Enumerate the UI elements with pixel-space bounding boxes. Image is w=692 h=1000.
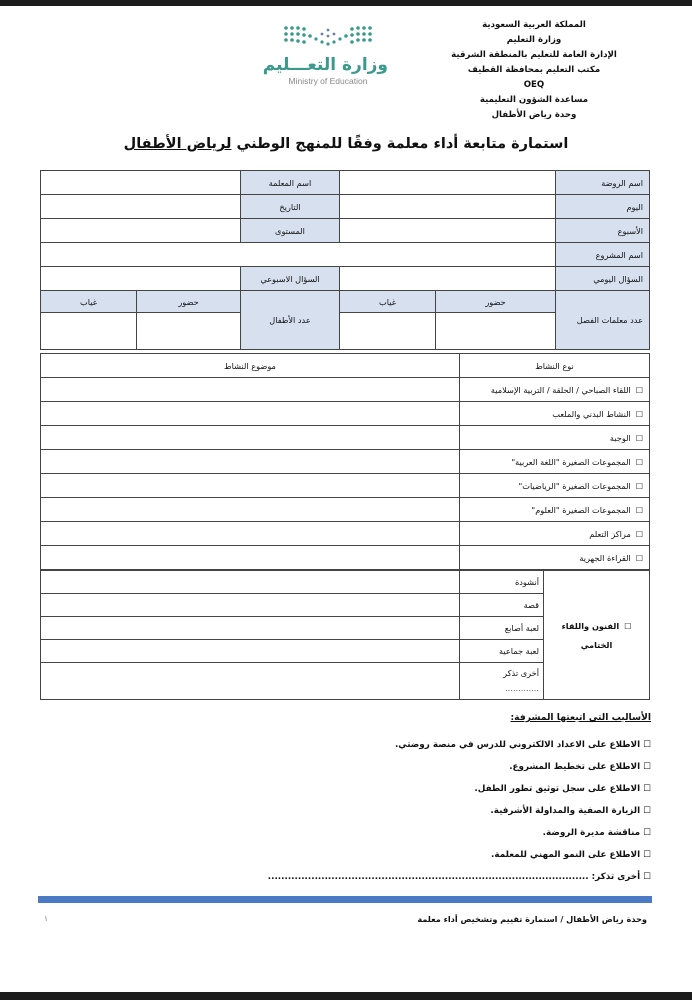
- checkbox-icon[interactable]: ☐: [643, 784, 651, 794]
- activity-label: الوجبة: [609, 432, 631, 443]
- date-label: التاريخ: [241, 195, 340, 219]
- method-item[interactable]: [171, 870, 651, 892]
- children-absent-field[interactable]: [41, 313, 137, 350]
- children-present-label: حضور: [137, 291, 241, 313]
- form-title: [0, 136, 692, 152]
- day-label: اليوم: [556, 195, 650, 219]
- activity-type-header: نوع النشاط: [460, 354, 650, 378]
- methods-heading: الأساليب التي اتبعتها المشرفة:: [510, 712, 651, 723]
- method-item[interactable]: [171, 738, 651, 760]
- activity-row[interactable]: [460, 426, 650, 450]
- form-title-main: استمارة متابعة أداء معلمة وفقًا للمنهج الوطني: [231, 136, 569, 152]
- checkbox-icon[interactable]: ☐: [635, 409, 643, 419]
- arts-other-label: أخرى تذكر: [503, 668, 539, 678]
- bottom-border: [0, 992, 692, 1000]
- activity-row[interactable]: [460, 474, 650, 498]
- project-name-field[interactable]: [41, 243, 556, 267]
- arts-field[interactable]: [41, 640, 460, 663]
- methods-list: [171, 738, 651, 892]
- footer-text: وحدة رياض الأطفال / استمارة تقييم وتشخيص أداء معلمة: [417, 914, 647, 924]
- logo-english-text: Ministry of Education: [288, 76, 368, 86]
- activity-topic-field[interactable]: [41, 450, 460, 474]
- activity-label: القراءة الجهرية: [579, 552, 631, 563]
- arts-field[interactable]: [41, 617, 460, 640]
- arts-item-finger-game: لعبة أصابع: [460, 617, 544, 640]
- arts-closing-label[interactable]: [544, 571, 650, 700]
- logo-arabic-text: وزارة التعـــليم: [262, 55, 388, 75]
- logo-dots-icon: [278, 22, 378, 52]
- teachers-present-label: حضور: [436, 291, 556, 313]
- checkbox-icon[interactable]: ☐: [643, 828, 651, 838]
- project-name-label: اسم المشروع: [556, 243, 650, 267]
- activity-row[interactable]: [460, 450, 650, 474]
- arts-field[interactable]: [41, 594, 460, 617]
- activity-topic-field[interactable]: [41, 498, 460, 522]
- checkbox-icon[interactable]: ☐: [635, 505, 643, 515]
- date-field[interactable]: [41, 195, 241, 219]
- ministry-header: [434, 18, 634, 123]
- weekly-question-label: السؤال الاسبوعي: [241, 267, 340, 291]
- activity-row[interactable]: [460, 522, 650, 546]
- arts-item-story: قصة: [460, 594, 544, 617]
- activity-row[interactable]: [460, 402, 650, 426]
- method-label: أخرى تذكر: ................................................................................................: [267, 872, 641, 882]
- class-teachers-count-label: عدد معلمات الفصل: [556, 291, 650, 350]
- checkbox-icon[interactable]: ☐: [624, 621, 632, 631]
- header-line: وزارة التعليم: [506, 35, 562, 45]
- activity-label: المجموعات الصغيرة "الرياضيات": [518, 480, 631, 491]
- teacher-name-field[interactable]: [41, 171, 241, 195]
- teachers-absent-label: غياب: [340, 291, 436, 313]
- checkbox-icon[interactable]: ☐: [635, 457, 643, 467]
- level-field[interactable]: [41, 219, 241, 243]
- checkbox-icon[interactable]: ☐: [643, 806, 651, 816]
- activity-topic-field[interactable]: [41, 426, 460, 450]
- level-label: المستوى: [241, 219, 340, 243]
- arts-closing-text: الفنون واللقاء الختامي: [561, 620, 620, 650]
- method-label: الاطلاع على الاعداد الالكتروني للدرس في منصة روضتي.: [394, 740, 641, 750]
- daily-question-label: السؤال اليومي: [556, 267, 650, 291]
- teachers-present-field[interactable]: [436, 313, 556, 350]
- method-item[interactable]: [171, 826, 651, 848]
- method-item[interactable]: [171, 760, 651, 782]
- arts-field[interactable]: [41, 571, 460, 594]
- header-line: المملكة العربية السعودية: [482, 20, 586, 30]
- method-label: الاطلاع على تخطيط المشروع.: [509, 762, 641, 772]
- ministry-logo: [262, 22, 388, 98]
- activity-topic-field[interactable]: [41, 522, 460, 546]
- arts-item-song: أنشودة: [460, 571, 544, 594]
- header-line: وحدة رياض الأطفال: [491, 110, 577, 120]
- arts-table: [40, 570, 650, 700]
- arts-item-other: [460, 663, 544, 700]
- activity-topic-field[interactable]: [41, 378, 460, 402]
- activity-topic-field[interactable]: [41, 474, 460, 498]
- activity-row[interactable]: [460, 546, 650, 570]
- activity-topic-header: موضوع النشاط: [41, 354, 460, 378]
- checkbox-icon[interactable]: ☐: [643, 740, 651, 750]
- children-absent-label: غياب: [41, 291, 137, 313]
- checkbox-icon[interactable]: ☐: [635, 529, 643, 539]
- activity-label: اللقاء الصباحي / الحلقة / التربية الإسلامية: [490, 384, 631, 395]
- arts-field[interactable]: [41, 663, 460, 700]
- checkbox-icon[interactable]: ☐: [643, 762, 651, 772]
- method-label: الاطلاع على النمو المهني للمعلمة.: [491, 850, 641, 860]
- day-field[interactable]: [340, 195, 556, 219]
- activities-table: [40, 353, 650, 570]
- method-label: الزيارة الصفية والمداولة الأشرفية.: [490, 806, 641, 816]
- header-line: مساعدة الشؤون التعليمية: [479, 95, 589, 105]
- form-title-underlined: لرياض الأطفال: [123, 136, 232, 152]
- kg-name-field[interactable]: [340, 171, 556, 195]
- arts-other-dots: .............: [505, 683, 539, 693]
- activity-label: المجموعات الصغيرة "العلوم": [531, 504, 631, 515]
- week-field[interactable]: [340, 219, 556, 243]
- teachers-absent-field[interactable]: [340, 313, 436, 350]
- children-present-field[interactable]: [137, 313, 241, 350]
- page-number: ١: [44, 914, 49, 923]
- header-line: مكتب التعليم بمحافظة القطيف: [467, 65, 601, 75]
- checkbox-icon[interactable]: ☐: [635, 553, 643, 563]
- top-border: [0, 0, 692, 6]
- kg-name-label: اسم الروضة: [556, 171, 650, 195]
- checkbox-icon[interactable]: ☐: [635, 385, 643, 395]
- activity-label: المجموعات الصغيرة "اللغة العربية": [511, 456, 631, 467]
- method-item[interactable]: [171, 848, 651, 870]
- header-line: OEQ: [523, 80, 545, 90]
- activity-row[interactable]: [460, 498, 650, 522]
- activity-topic-field[interactable]: [41, 546, 460, 570]
- activity-label: النشاط البدني والملعب: [552, 408, 631, 419]
- weekly-question-field[interactable]: [41, 267, 241, 291]
- teacher-name-label: اسم المعلمة: [241, 171, 340, 195]
- children-count-label: عدد الأطفال: [241, 291, 340, 350]
- checkbox-icon[interactable]: ☐: [643, 850, 651, 860]
- daily-question-field[interactable]: [340, 267, 556, 291]
- arts-item-group-game: لعبة جماعية: [460, 640, 544, 663]
- method-label: الاطلاع على سجل توثيق تطور الطفل.: [474, 784, 641, 794]
- footer-divider: [38, 896, 652, 903]
- checkbox-icon[interactable]: ☐: [635, 481, 643, 491]
- checkbox-icon[interactable]: ☐: [635, 433, 643, 443]
- activity-topic-field[interactable]: [41, 402, 460, 426]
- header-line: الإدارة العامة للتعليم بالمنطقة الشرقية: [451, 50, 617, 60]
- activity-row[interactable]: [460, 378, 650, 402]
- activity-label: مراكز التعلم: [589, 528, 631, 539]
- method-item[interactable]: [171, 804, 651, 826]
- info-table: [40, 170, 650, 350]
- method-item[interactable]: [171, 782, 651, 804]
- week-label: الأسبوع: [556, 219, 650, 243]
- method-label: مناقشة مديرة الروضة.: [542, 828, 641, 838]
- checkbox-icon[interactable]: ☐: [643, 872, 651, 882]
